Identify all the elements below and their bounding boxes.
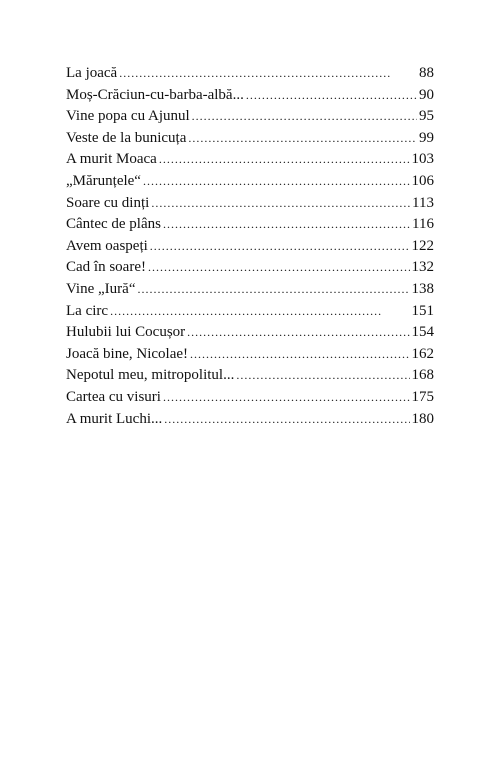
toc-entry-title: A murit Luchi... [66, 410, 163, 427]
toc-dot-leader [188, 128, 417, 150]
toc-dot-leader [159, 149, 410, 171]
toc-entry-title: Cartea cu visuri [66, 388, 161, 405]
toc-entry-title: Hulubii lui Cocușor [66, 324, 186, 341]
toc-entry-title: Vine popa cu Ajunul [66, 108, 190, 125]
toc-entry [66, 85, 434, 107]
toc-entry-page: 106 [411, 172, 434, 189]
toc-entry-page: 168 [411, 367, 434, 384]
toc-entry [66, 322, 434, 344]
toc-entry-title: Avem oaspeți [66, 237, 148, 254]
toc-entry-page: 90 [419, 86, 434, 103]
toc-dot-leader [150, 236, 410, 258]
toc-dot-leader [143, 171, 410, 193]
toc-dot-leader [151, 193, 410, 215]
toc-entry-page: 162 [411, 345, 434, 362]
toc-entry [66, 193, 434, 215]
toc-entry [66, 365, 434, 387]
toc-entry-page: 154 [411, 324, 434, 341]
toc-dot-leader [119, 63, 417, 85]
toc-entry [66, 106, 434, 128]
toc-entry [66, 409, 434, 431]
toc-entry-page: 103 [411, 151, 434, 168]
toc-entry [66, 344, 434, 366]
toc-entry-title: Soare cu dinți [66, 194, 150, 211]
toc-entry-page: 138 [411, 280, 434, 297]
toc-dot-leader [137, 279, 409, 301]
toc-entry [66, 301, 434, 323]
toc-dot-leader [148, 257, 410, 279]
toc-entry-title: A murit Moaca [66, 151, 157, 168]
toc-entry [66, 63, 434, 85]
toc-dot-leader [163, 214, 410, 236]
toc-entry-title: La joacă [66, 65, 118, 81]
toc-entry-title: Cântec de plâns [66, 216, 161, 233]
toc-entry-title: Veste de la bunicuța [66, 129, 187, 146]
toc-entry-title: Nepotul meu, mitropolitul... [66, 367, 235, 384]
toc-entry [66, 171, 434, 193]
toc-entry-page: 88 [419, 65, 434, 81]
toc-entry [66, 214, 434, 236]
toc-entry-page: 151 [411, 302, 434, 319]
toc-entry-page: 122 [411, 237, 434, 254]
toc-entry-page: 113 [412, 194, 434, 211]
toc-entry [66, 149, 434, 171]
toc-entry-title: La circ [66, 302, 109, 319]
toc-dot-leader [236, 365, 409, 387]
toc-entry-page: 99 [419, 129, 434, 146]
toc-dot-leader [187, 322, 409, 344]
toc-dot-leader [246, 85, 417, 107]
toc-entry-page: 95 [419, 108, 434, 125]
toc-entry [66, 128, 434, 150]
toc-entry-page: 116 [412, 216, 434, 233]
toc-entry-title: Vine „Iură“ [66, 280, 136, 297]
toc-entry-page: 132 [411, 259, 434, 276]
toc-entry [66, 387, 434, 409]
toc-dot-leader [192, 106, 417, 128]
toc-entry [66, 257, 434, 279]
toc-entry [66, 279, 434, 301]
toc-entry-page: 180 [411, 410, 434, 427]
table-of-contents [66, 63, 434, 430]
toc-dot-leader [110, 301, 409, 323]
toc-dot-leader [190, 344, 409, 366]
toc-entry-title: Cad în soare! [66, 259, 146, 276]
toc-dot-leader [163, 387, 410, 409]
toc-entry-title: Joacă bine, Nicolae! [66, 345, 189, 362]
toc-dot-leader [164, 409, 409, 431]
toc-entry-title: „Mărunțele“ [66, 172, 141, 189]
toc-entry [66, 236, 434, 258]
toc-entry-page: 175 [411, 388, 434, 405]
toc-entry-title: Moș-Crăciun-cu-barba-albă... [66, 86, 244, 103]
